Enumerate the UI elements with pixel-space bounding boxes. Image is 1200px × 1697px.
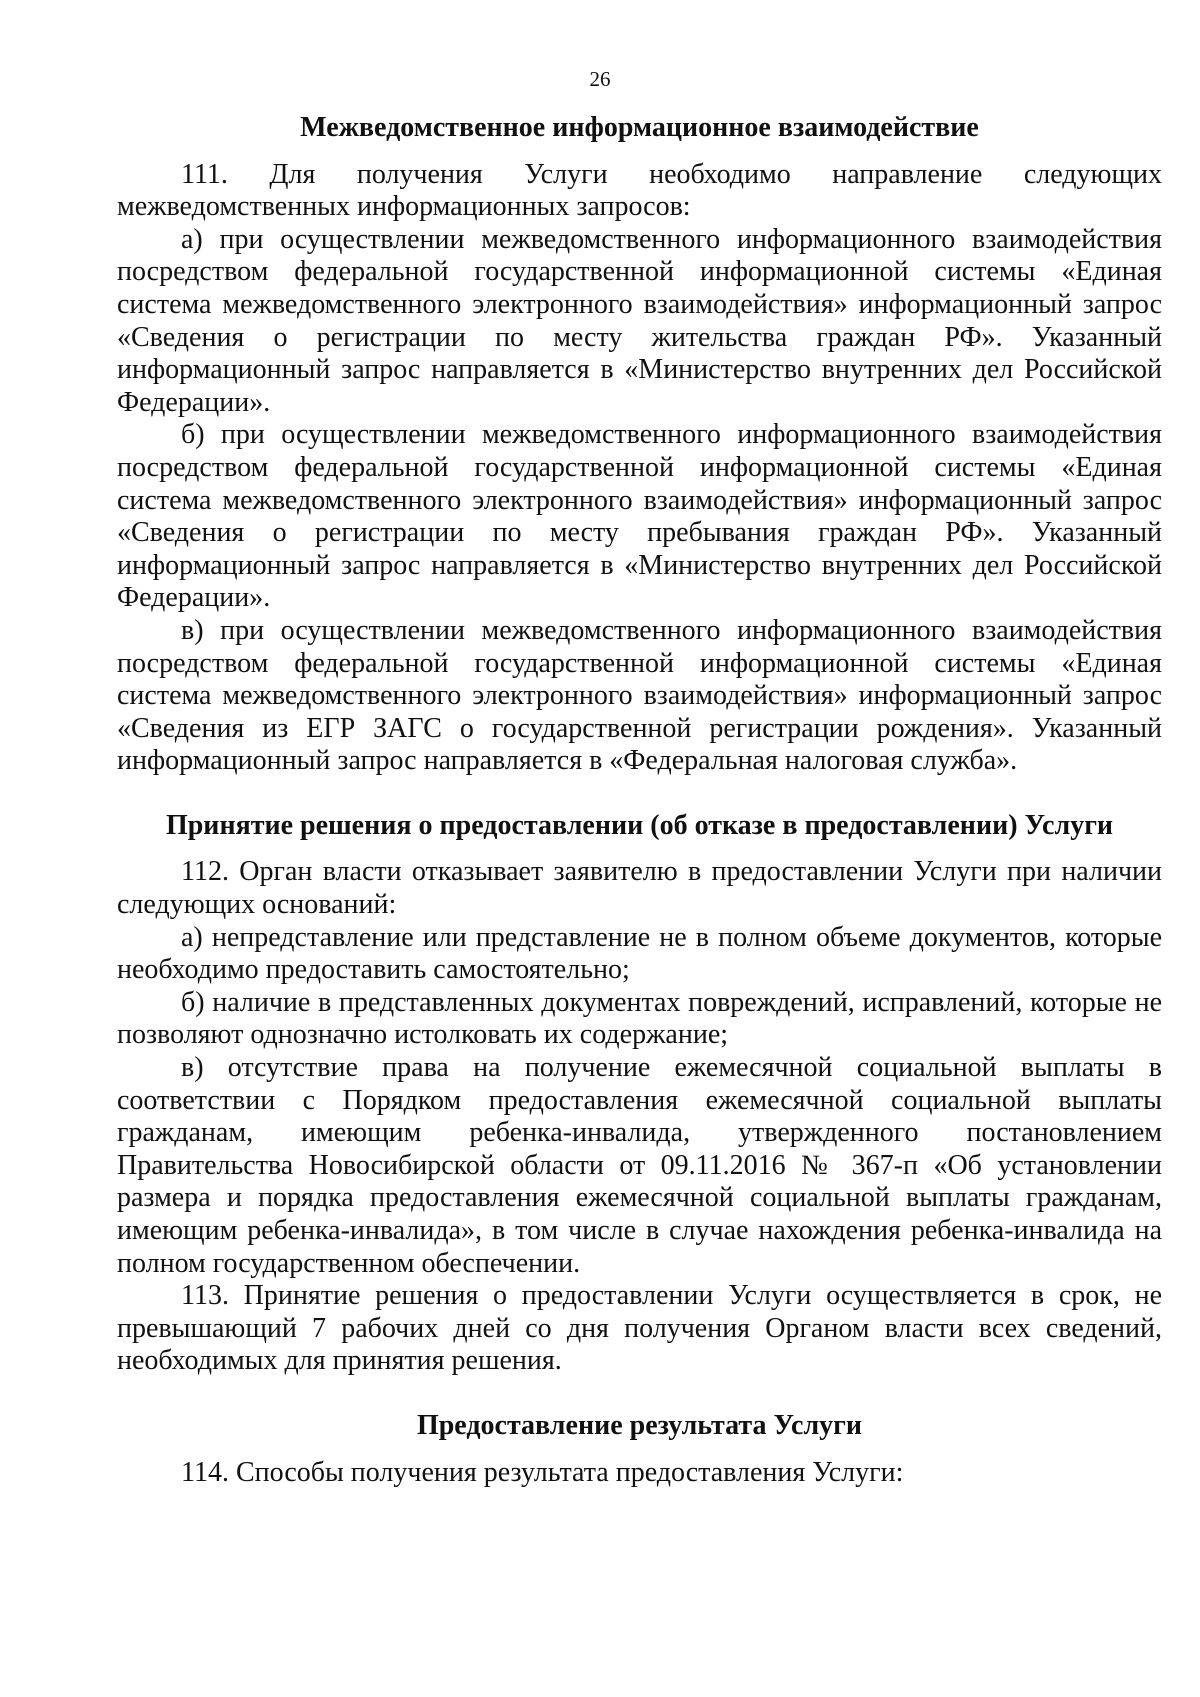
paragraph-112-b: б) наличие в представленных документах повреждений, исправлений, которые не позволяют однозначно истолковать их содержание; — [117, 986, 1162, 1051]
paragraph-111-a: а) при осуществлении межведомственного информационного взаимодействия посредством федеральной государственной информационной системы «Единая система межведомственного электронного взаимодействия» информационный запрос «Сведения о регистрации по месту жительства граждан РФ». Указанный информационный запрос направляется в «Министерство внутренних дел Российской Федерации». — [117, 223, 1162, 418]
paragraph-112-v: в) отсутствие права на получение ежемесячной социальной выплаты в соответствии с Порядком предоставления ежемесячной социальной выплаты гражданам, имеющим ребенка-инвалида, утвержденного постановлением Правительства Новосибирской области от 09.11.2016 № 367-п «Об установлении размера и порядка предоставления ежемесячной социальной выплаты гражданам, имеющим ребенка-инвалида», в том числе в случае нахождения ребенка-инвалида на полном государственном обеспечении. — [117, 1052, 1162, 1279]
paragraph-112-a: а) непредставление или представление не в полном объеме документов, которые необходимо предоставить самостоятельно; — [117, 921, 1162, 986]
paragraph-111-b: б) при осуществлении межведомственного информационного взаимодействия посредством федеральной государственной информационной системы «Единая система межведомственного электронного взаимодействия» информационный запрос «Сведения о регистрации по месту пребывания граждан РФ». Указанный информационный запрос направляется в «Министерство внутренних дел Российской Федерации». — [117, 419, 1162, 614]
section-heading-result: Предоставление результата Услуги — [416, 1409, 863, 1441]
paragraph-113: 113. Принятие решения о предоставлении Услуги осуществляется в срок, не превышающий 7 рабочих дней со дня получения Органом власти всех сведений, необходимых для принятия решения. — [117, 1280, 1162, 1377]
section-heading-decision: Принятие решения о предоставлении (об отказе в предоставлении) Услуги — [165, 809, 1114, 841]
paragraph-112: 112. Орган власти отказывает заявителю в предоставлении Услуги при наличии следующих оснований: — [117, 856, 1162, 921]
paragraph-114: 114. Способы получения результата предоставления Услуги: — [181, 1456, 904, 1488]
document-body — [117, 112, 1162, 1489]
paragraph-111-v: в) при осуществлении межведомственного информационного взаимодействия посредством федеральной государственной информационной системы «Единая система межведомственного электронного взаимодействия» информационный запрос «Сведения из ЕГР ЗАГС о государственной регистрации рождения». Указанный информационный запрос направляется в «Федеральная налоговая служба». — [117, 614, 1162, 777]
section-heading-interagency: Межведомственное информационное взаимодействие — [300, 112, 979, 143]
paragraph-111: 111. Для получения Услуги необходимо направление следующих межведомственных информационных запросов: — [117, 158, 1162, 223]
page-number: 26 — [589, 67, 611, 91]
